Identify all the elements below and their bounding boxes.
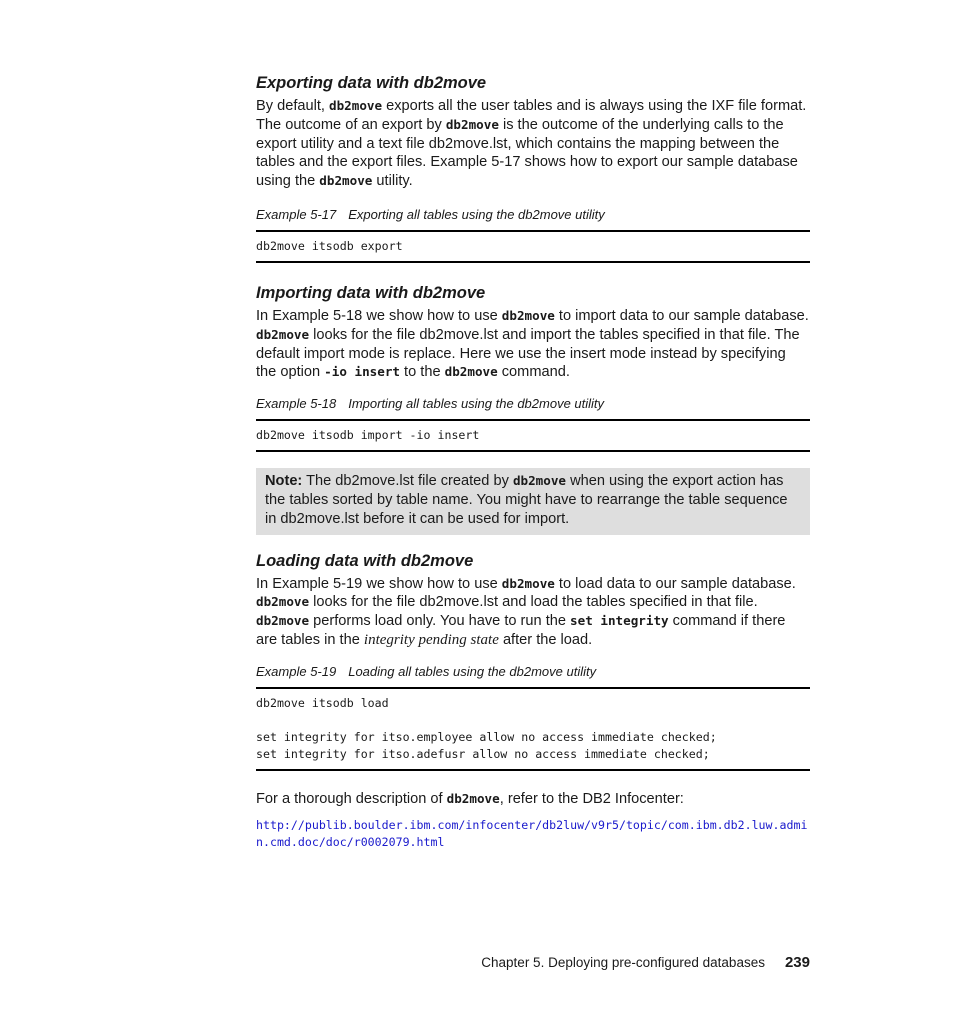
- example-caption-export: [256, 207, 810, 223]
- note-label: Note:: [265, 473, 303, 490]
- reference-paragraph: [256, 790, 810, 809]
- command-name: set integrity: [570, 613, 669, 629]
- text: to load data to our sample database.: [554, 575, 796, 592]
- section-heading-import: Importing data with db2move: [256, 283, 486, 302]
- text: performs load only. You have to run the: [309, 613, 571, 630]
- load-paragraph: [256, 575, 810, 650]
- page-footer: [440, 954, 810, 971]
- command-name: db2move: [501, 307, 555, 323]
- page-number: 239: [784, 954, 810, 971]
- text: command if there are tables in the: [256, 613, 786, 648]
- section-heading-load: Loading data with db2move: [256, 551, 474, 570]
- code-example-import: [256, 419, 810, 452]
- command-name: db2move: [501, 575, 555, 591]
- text: By default,: [256, 98, 330, 114]
- command-name: db2move: [256, 326, 310, 342]
- text: when using the export action has the tables sorted by table name. You might have to rearrange the table sequence in db2move.lst before it can be used for import.: [265, 473, 788, 527]
- command-name: db2move: [512, 473, 567, 489]
- example-title: Loading all tables using the db2move utility: [348, 663, 597, 679]
- section-heading-export: Exporting data with db2move: [256, 74, 487, 92]
- example-label: Example 5-17: [256, 206, 337, 222]
- command-option: -io insert: [324, 364, 400, 380]
- command-name: db2move: [256, 613, 310, 629]
- example-label: Example 5-18: [256, 396, 337, 412]
- footer-chapter: Chapter 5. Deploying pre-configured databases: [481, 955, 765, 970]
- text: is the outcome of the underlying calls to the export utility and a text file db2move.lst, which contains the mapping between the tables and the export files. Example 5-17 shows how to export our sample database using the: [256, 116, 798, 190]
- example-title: Exporting all tables using the db2move utility: [348, 206, 605, 222]
- text: The db2move.lst file created by: [302, 473, 513, 490]
- text: command.: [497, 364, 570, 381]
- text: exports all the user tables and is always using the IXF file format. The outcome of an export by: [256, 98, 807, 133]
- code-example-export: [256, 230, 810, 263]
- export-paragraph: [256, 97, 810, 191]
- text: In Example 5-18 we show how to use: [256, 307, 502, 324]
- text: looks for the file db2move.lst and import the tables specified in that file. The default import mode is replace. Here we use the insert mode instead by specifying the option: [256, 326, 800, 381]
- code-example-load: [256, 687, 810, 771]
- italic-term: integrity pending state: [363, 631, 499, 648]
- text: after the load.: [498, 631, 593, 648]
- command-name: db2move: [329, 98, 383, 113]
- command-name: db2move: [445, 116, 499, 132]
- code-block: db2move itsodb export: [256, 238, 403, 253]
- text: In Example 5-19 we show how to use: [256, 575, 502, 592]
- page-content: [256, 73, 810, 851]
- text: , refer to the DB2 Infocenter:: [499, 790, 684, 807]
- note-box: [256, 468, 810, 534]
- text: looks for the file db2move.lst and load the tables specified in that file.: [309, 594, 758, 611]
- example-caption-load: [256, 664, 810, 680]
- text: to import data to our sample database.: [554, 307, 809, 324]
- example-label: Example 5-19: [256, 663, 337, 679]
- infocenter-link[interactable]: http://publib.boulder.ibm.com/infocenter/db2luw/v9r5/topic/com.ibm.db2.luw.admin.cmd.doc/doc/r0002079.html: [256, 817, 808, 849]
- example-title: Importing all tables using the db2move utility: [348, 396, 605, 412]
- code-block: db2move itsodb import -io insert: [256, 428, 480, 443]
- example-caption-import: [256, 396, 810, 412]
- import-paragraph: [256, 307, 810, 382]
- command-name: db2move: [446, 790, 500, 806]
- command-name: db2move: [256, 594, 310, 610]
- text: utility.: [372, 173, 413, 190]
- command-name: db2move: [319, 173, 373, 189]
- code-block: db2move itsodb load set integrity for itso.employee allow no access immediate checked; set integrity for itso.adefusr allow no access immediate checked;: [256, 695, 717, 761]
- text: For a thorough description of: [256, 790, 447, 807]
- command-name: db2move: [444, 364, 498, 380]
- text: to the: [400, 364, 445, 381]
